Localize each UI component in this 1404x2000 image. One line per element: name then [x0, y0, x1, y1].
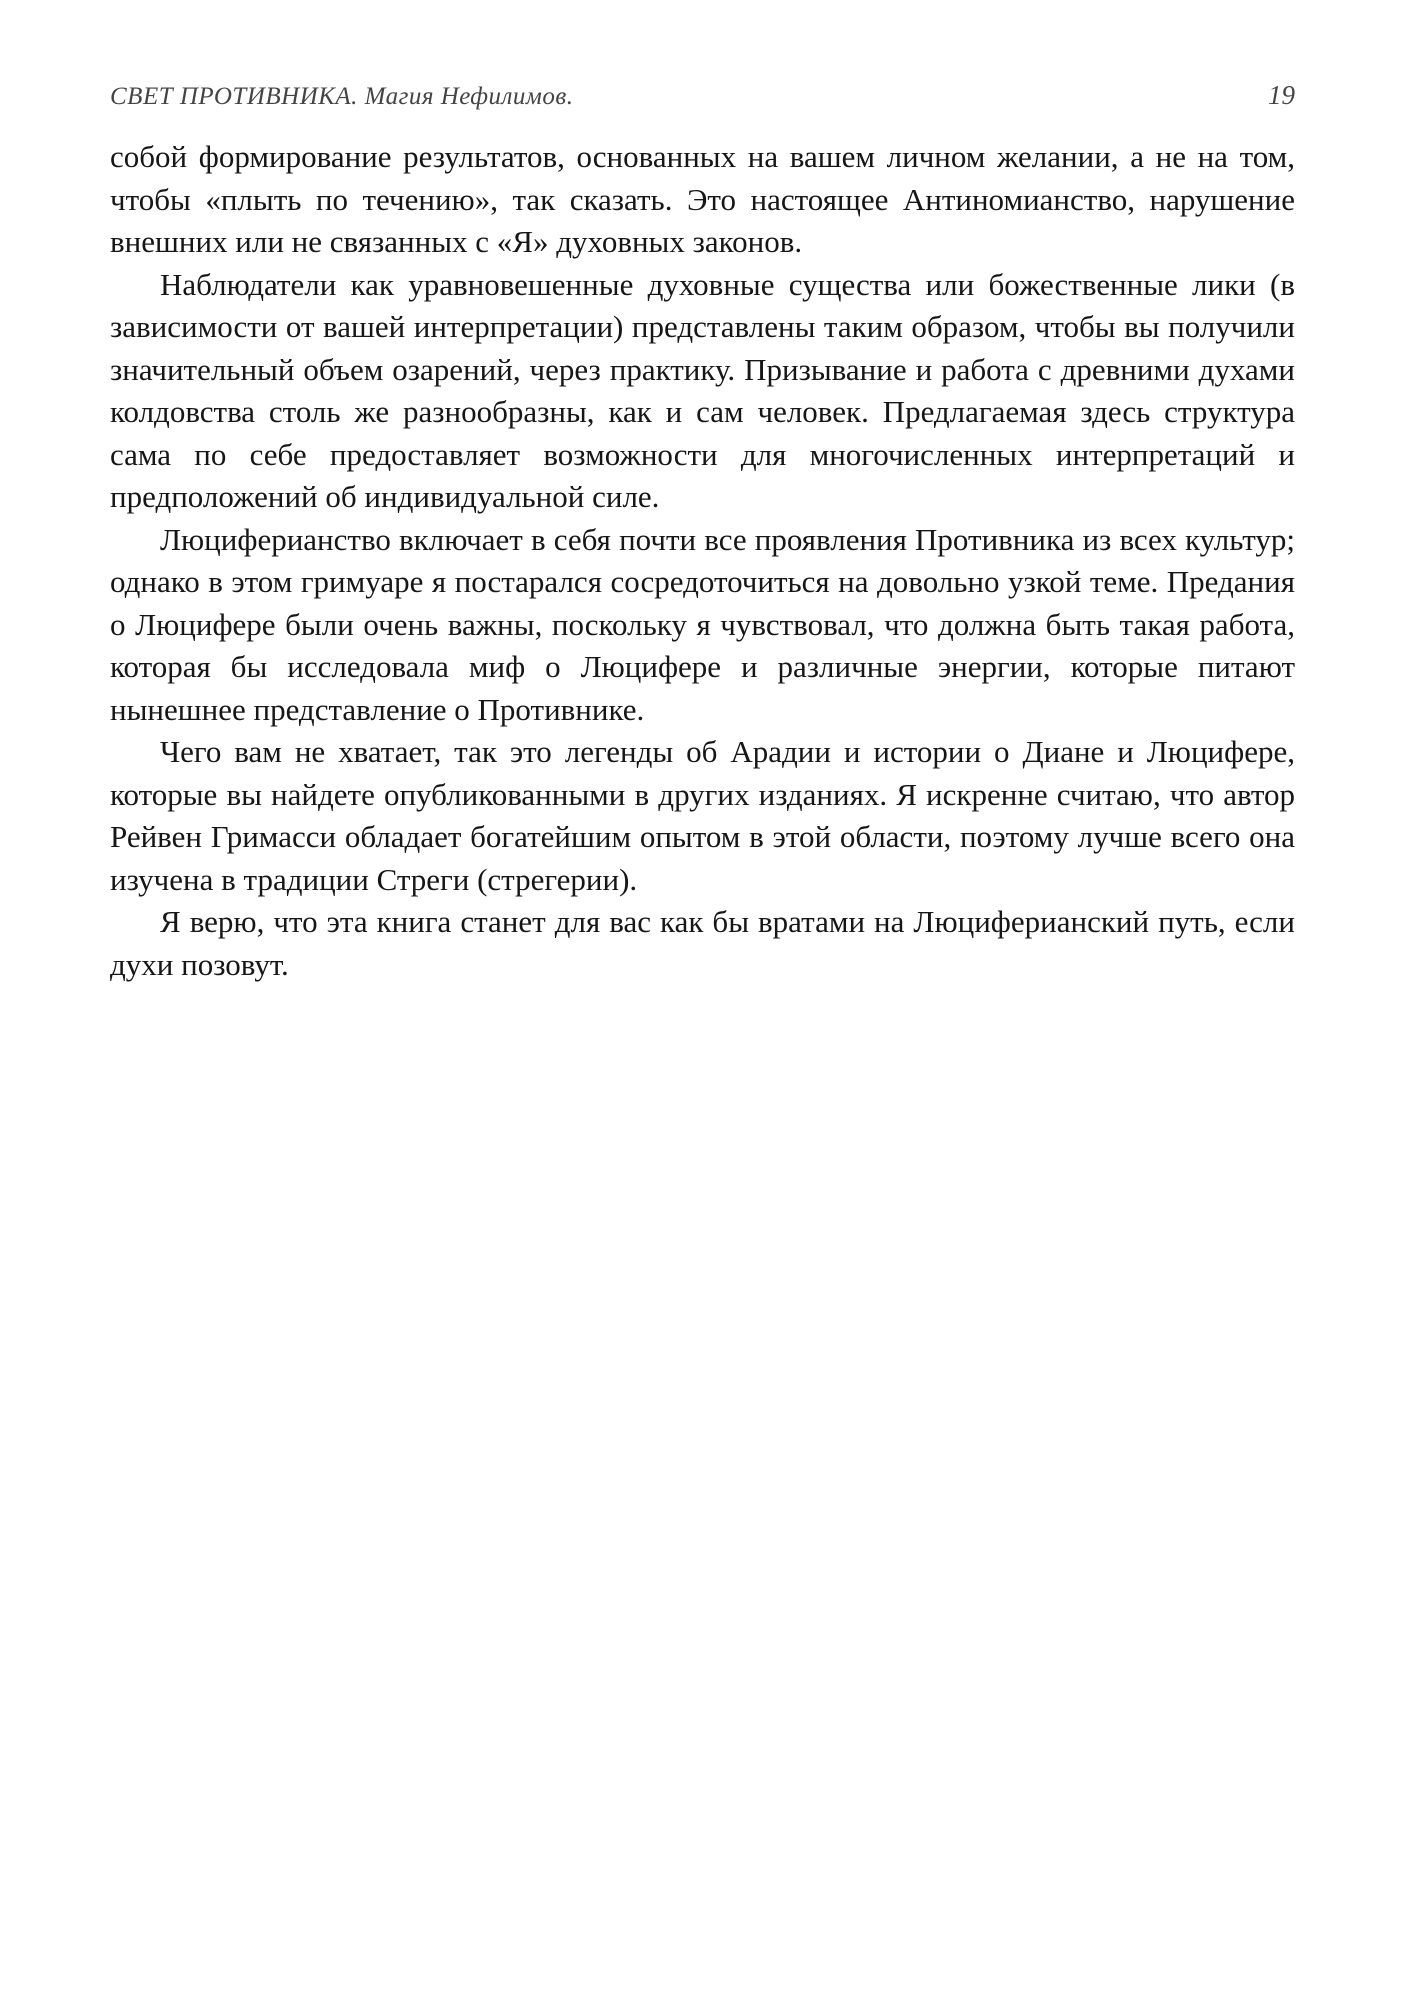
book-subtitle: Магия Нефилимов.: [364, 83, 574, 110]
running-header: [110, 80, 1295, 116]
paragraph: Наблюдатели как уравновешенные духовные существа или божественные лики (в зависимости от вашей интерпретации) представлены таким образом, чтобы вы получили значительный объем озарений, через практику. Призывание и работа с древними духами колдовства столь же разнообразны, как и сам человек. Предлагаемая здесь структура сама по себе предоставляет возможности для многочисленных интерпретаций и предположений об индивидуальной силе.: [110, 266, 1295, 514]
book-title: СВЕТ ПРОТИВНИКА.: [110, 83, 358, 110]
page-number: 19: [1268, 80, 1295, 110]
paragraph: Чего вам не хватает, так это легенды об Арадии и истории о Диане и Люцифере, которые вы найдете опубликованными в других изданиях. Я искренне считаю, что автор Рейвен Гримасси обладает богатейшим опытом в этой области, поэтому лучше всего она изучена в традиции Стреги (стрегерии).: [110, 734, 1295, 897]
header-title: [110, 83, 573, 111]
body-text: [110, 136, 1295, 986]
paragraph-continuation: собой формирование результатов, основанных на вашем личном желании, а не на том, чтобы «плыть по течению», так сказать. Это настоящее Антиномианство, нарушение внешних или не связанных с «Я» духовных законов.: [110, 139, 1295, 259]
paragraph: Люциферианство включает в себя почти все проявления Противника из всех культур; однако в этом гримуаре я постарался сосредоточиться на довольно узкой теме. Предания о Люцифере были очень важны, поскольку я чувствовал, что должна быть такая работа, которая бы исследовала миф о Люцифере и различные энергии, которые питают нынешнее представление о Противнике.: [110, 521, 1295, 727]
paragraph: Я верю, что эта книга станет для вас как бы вратами на Люциферианский путь, если духи позовут.: [110, 904, 1295, 982]
